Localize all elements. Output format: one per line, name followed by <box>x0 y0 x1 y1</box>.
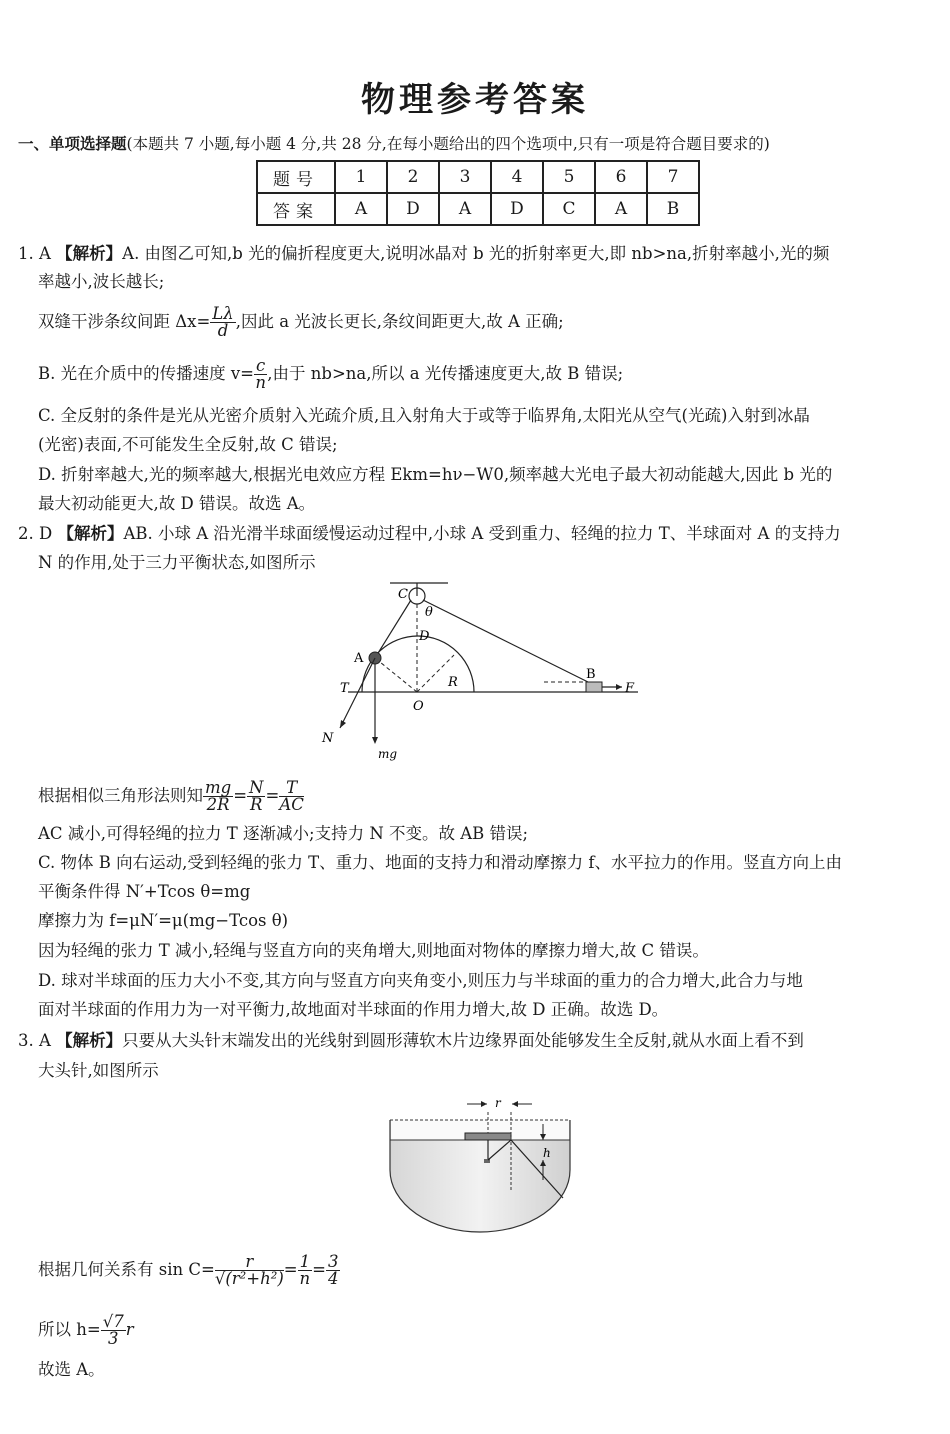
q2-line-4: AC 减小,可得轻绳的拉力 T 逐渐减小;支持力 N 不变。故 AB 错误; <box>38 824 529 843</box>
table-cell: 6 <box>595 161 647 193</box>
q1-head: 1. A <box>18 244 51 263</box>
q3-fraction-2 <box>298 1254 313 1287</box>
q1-line-5: C. 全反射的条件是光从光密介质射入光疏介质,且入射角大于或等于临界角,太阳光从空气(光疏)入射到冰晶 <box>38 406 810 425</box>
table-cell: A <box>335 193 387 225</box>
table-cell: B <box>647 193 699 225</box>
block-b <box>586 682 602 692</box>
table-cell: D <box>387 193 439 225</box>
table-cell: D <box>491 193 543 225</box>
q1-fraction-v <box>254 358 267 391</box>
section-heading <box>18 132 770 154</box>
page-title: 物理参考答案 <box>361 80 589 120</box>
arrowhead <box>372 737 378 744</box>
label-t: T <box>340 681 349 696</box>
label-o: O <box>413 699 424 714</box>
q3-line-5: 故选 A。 <box>38 1360 105 1379</box>
frac-den: n <box>299 1269 311 1288</box>
q2-fraction-2 <box>247 780 265 813</box>
label-r: R <box>448 675 458 690</box>
table-cell: 3 <box>439 161 491 193</box>
label-f: F <box>625 681 635 696</box>
q3-fraction-1 <box>215 1254 284 1287</box>
q2-line-6: 平衡条件得 N′+Tcos θ=mg <box>38 882 251 901</box>
cork-disc <box>465 1133 511 1140</box>
q1-line-1 <box>18 240 829 268</box>
label-r: r <box>495 1096 501 1110</box>
q1-text-3b: ,因此 a 光波长更长,条纹间距更大,故 A 正确; <box>235 312 564 331</box>
q3-text-4a: 所以 h= <box>38 1320 101 1339</box>
table-cell: 4 <box>491 161 543 193</box>
table-cell: A <box>439 193 491 225</box>
q3-fraction-3 <box>326 1254 341 1287</box>
table-cell: 1 <box>335 161 387 193</box>
q2-line-3: 根据相似三角形法则知 $\frac{mg}{2R}$ = $\frac{N}{R}$ = $\frac{T}{AC}$ <box>38 778 304 814</box>
q3-text-1: 只要从大头针末端发出的光线射到圆形薄软木片边缘界面处能够发生全反射,就从水面上看不到 <box>122 1031 804 1050</box>
frac-num: N <box>249 778 264 797</box>
q3-tag: 【解析】 <box>56 1031 123 1050</box>
q2-fraction-1 <box>203 780 233 813</box>
frac-den: d <box>217 321 229 340</box>
frac-num: Lλ <box>212 304 234 323</box>
label-theta: θ <box>425 605 433 620</box>
q1-line-3 <box>38 306 564 339</box>
label-n: N <box>322 731 334 746</box>
table-cell: A <box>595 193 647 225</box>
q3-line-4 <box>38 1314 134 1347</box>
q2-fraction-3 <box>279 780 304 813</box>
answer-table <box>256 160 700 226</box>
label-d: D <box>419 629 430 644</box>
q1-text-4a: B. 光在介质中的传播速度 v= <box>38 364 255 383</box>
q3-h-tail: r <box>125 1320 134 1339</box>
frac-num: 1 <box>299 1252 311 1271</box>
table-row-answers <box>257 193 699 225</box>
rope-cb <box>423 600 588 682</box>
q2-line-7: 摩擦力为 f=μN′=μ(mg−Tcos θ) <box>38 911 289 930</box>
q1-line-8: 最大初动能更大,故 D 错误。故选 A。 <box>38 494 316 513</box>
q3-line-3: 根据几何关系有 sin C= $\frac{r}{\text{√(r²+h²)}}$ = $\frac{1}{n}$ = $\frac{3}{4}$ <box>38 1252 339 1288</box>
section-label: 一、单项选择题 <box>18 135 127 153</box>
bowl-diagram <box>385 1090 575 1238</box>
arrowhead <box>340 720 346 728</box>
q1-line-6: (光密)表面,不可能发生全反射,故 C 错误; <box>38 435 338 454</box>
frac-den: √(r²+h²) <box>214 1269 284 1288</box>
label-h: h <box>543 1146 551 1160</box>
arrowhead <box>616 684 622 690</box>
arrowhead <box>481 1101 487 1107</box>
label-c: C <box>398 587 408 602</box>
label-mg: mg <box>378 747 398 761</box>
force-diagram <box>318 578 658 766</box>
q1-text-3a: 双缝干涉条纹间距 Δx= <box>38 312 211 331</box>
q2-tag: 【解析】 <box>57 524 124 543</box>
frac-den: R <box>250 795 263 814</box>
q2-line-10: 面对半球面的作用力为一对平衡力,故地面对半球面的作用力增大,故 D 正确。故选 D。 <box>38 1000 669 1019</box>
frac-den: AC <box>279 795 304 814</box>
q3-fraction-h <box>101 1314 126 1347</box>
rope-ca <box>375 600 411 658</box>
q1-line-7: D. 折射率越大,光的频率越大,根据光电效应方程 Ekm=hν−W0,频率越大光电子最大初动能越大,因此 b 光的 <box>38 465 833 484</box>
q2-line-5: C. 物体 B 向右运动,受到轻绳的张力 T、重力、地面的支持力和滑动摩擦力 f、水平拉力的作用。竖直方向上由 <box>38 853 842 872</box>
label-a: A <box>354 651 364 666</box>
frac-den: n <box>255 373 266 392</box>
q1-line-2: 率越小,波长越长; <box>38 272 165 291</box>
frac-num: r <box>215 1254 284 1271</box>
q3-line-2: 大头针,如图所示 <box>38 1061 159 1080</box>
q1-fraction-dx <box>210 306 235 339</box>
arrowhead <box>512 1101 518 1107</box>
q2-text-3a: 根据相似三角形法则知 <box>38 786 203 805</box>
frac-den: 4 <box>327 1269 339 1288</box>
q1-tag: 【解析】 <box>56 244 123 263</box>
q2-line-2: N 的作用,处于三力平衡状态,如图所示 <box>38 553 316 572</box>
q1-text-1: A. 由图乙可知,b 光的偏折程度更大,说明冰晶对 b 光的折射率更大,即 nb>na,折射率越小,光的频 <box>122 244 830 263</box>
q2-line-8: 因为轻绳的张力 T 减小,轻绳与竖直方向的夹角增大,则地面对物体的摩擦力增大,故 C 错误。 <box>38 941 709 960</box>
q2-line-1 <box>18 520 841 548</box>
q3-head: 3. A <box>18 1031 51 1050</box>
frac-num: c <box>256 356 266 375</box>
table-cell: 2 <box>387 161 439 193</box>
frac-num: 3 <box>327 1252 339 1271</box>
frac-den: 3 <box>107 1329 119 1348</box>
radius-oa <box>375 658 417 692</box>
q2-text-1: AB. 小球 A 沿光滑半球面缓慢运动过程中,小球 A 受到重力、轻绳的拉力 T、半球面对 A 的支持力 <box>123 524 841 543</box>
frac-den: 2R <box>206 795 230 814</box>
table-cell: C <box>543 193 595 225</box>
q3-text-3a: 根据几何关系有 sin C= <box>38 1260 215 1279</box>
table-cell: 7 <box>647 161 699 193</box>
q1-text-4b: ,由于 nb>na,所以 a 光传播速度更大,故 B 错误; <box>267 364 624 383</box>
frac-num: √7 <box>102 1312 124 1331</box>
section-note: (本题共 7 小题,每小题 4 分,共 28 分,在每小题给出的四个选项中,只有一项是符合题目要求的) <box>126 135 770 153</box>
table-head-number: 题号 <box>257 161 335 193</box>
q2-line-9: D. 球对半球面的压力大小不变,其方向与竖直方向夹角变小,则压力与半球面的重力的合力增大,此合力与地 <box>38 971 803 990</box>
table-cell: 5 <box>543 161 595 193</box>
q2-head: 2. D <box>18 524 53 543</box>
q1-line-4 <box>38 358 623 391</box>
label-b: B <box>586 667 596 682</box>
table-row-numbers <box>257 161 699 193</box>
q3-line-1 <box>18 1027 804 1055</box>
frac-num: T <box>279 780 304 797</box>
table-head-answer: 答案 <box>257 193 335 225</box>
frac-num: mg <box>205 778 232 797</box>
